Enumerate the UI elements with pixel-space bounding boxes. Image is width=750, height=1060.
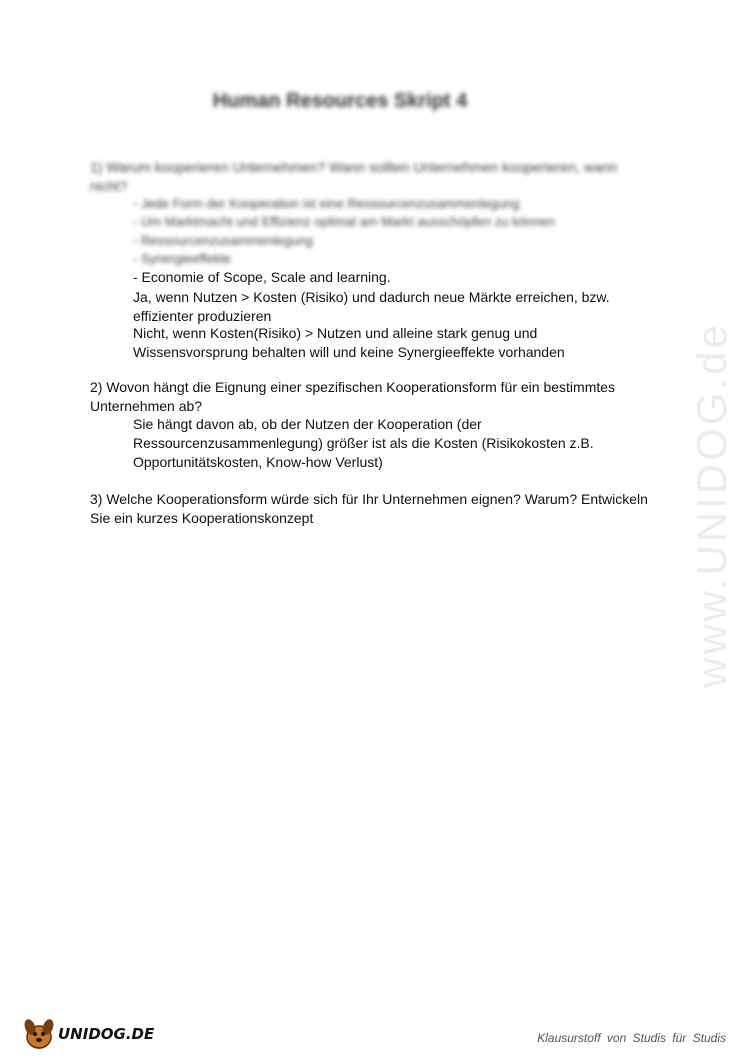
list-item: - Synergieeffekte <box>133 251 232 266</box>
unidog-logo[interactable] <box>22 1015 155 1051</box>
footer-tagline: Klausurstoff von Studis für Studis <box>537 1031 726 1045</box>
answer-1-yes: Ja, wenn Nutzen > Kosten (Risiko) und dadurch neue Märkte erreichen, bzw. effizienter produzieren <box>133 289 610 324</box>
question-2: 2) Wovon hängt die Eignung einer spezifischen Kooperationsform für ein bestimmtes Unternehmen ab? <box>90 379 616 414</box>
logo-text: UNIDOG.DE <box>58 1025 155 1043</box>
list-item: - Economie of Scope, Scale and learning. <box>133 269 391 285</box>
dog-mascot-icon <box>22 1015 56 1051</box>
question-1: 1) Warum kooperieren Unternehmen? Wann sollten Unternehmen kooperieren, wann nicht? <box>90 159 618 194</box>
page-title: Human Resources Skript 4 <box>212 90 468 112</box>
list-item: - Ressourcenzusammenlegung <box>133 233 313 248</box>
list-item: - Um Marktmacht und Effizienz optimal am Markt ausschöpfen zu können <box>133 214 555 229</box>
answer-2: Sie hängt davon ab, ob der Nutzen der Kooperation (der Ressourcenzusammenlegung) größer ist als die Kosten (Risikokosten z.B. Opportunitätskosten, Know-how Verlust) <box>133 416 594 470</box>
question-3: 3) Welche Kooperationsform würde sich für Ihr Unternehmen eignen? Warum? Entwickeln Sie ein kurzes Kooperationskonzept <box>90 491 648 526</box>
list-item: - Jede Form der Kooperation ist eine Ressourcenzusammenlegung <box>133 196 520 211</box>
watermark: www.UNIDOG.de <box>688 322 735 688</box>
answer-1-no: Nicht, wenn Kosten(Risiko) > Nutzen und alleine stark genug und Wissensvorsprung behalten will und keine Synergieeffekte vorhanden <box>133 325 565 360</box>
